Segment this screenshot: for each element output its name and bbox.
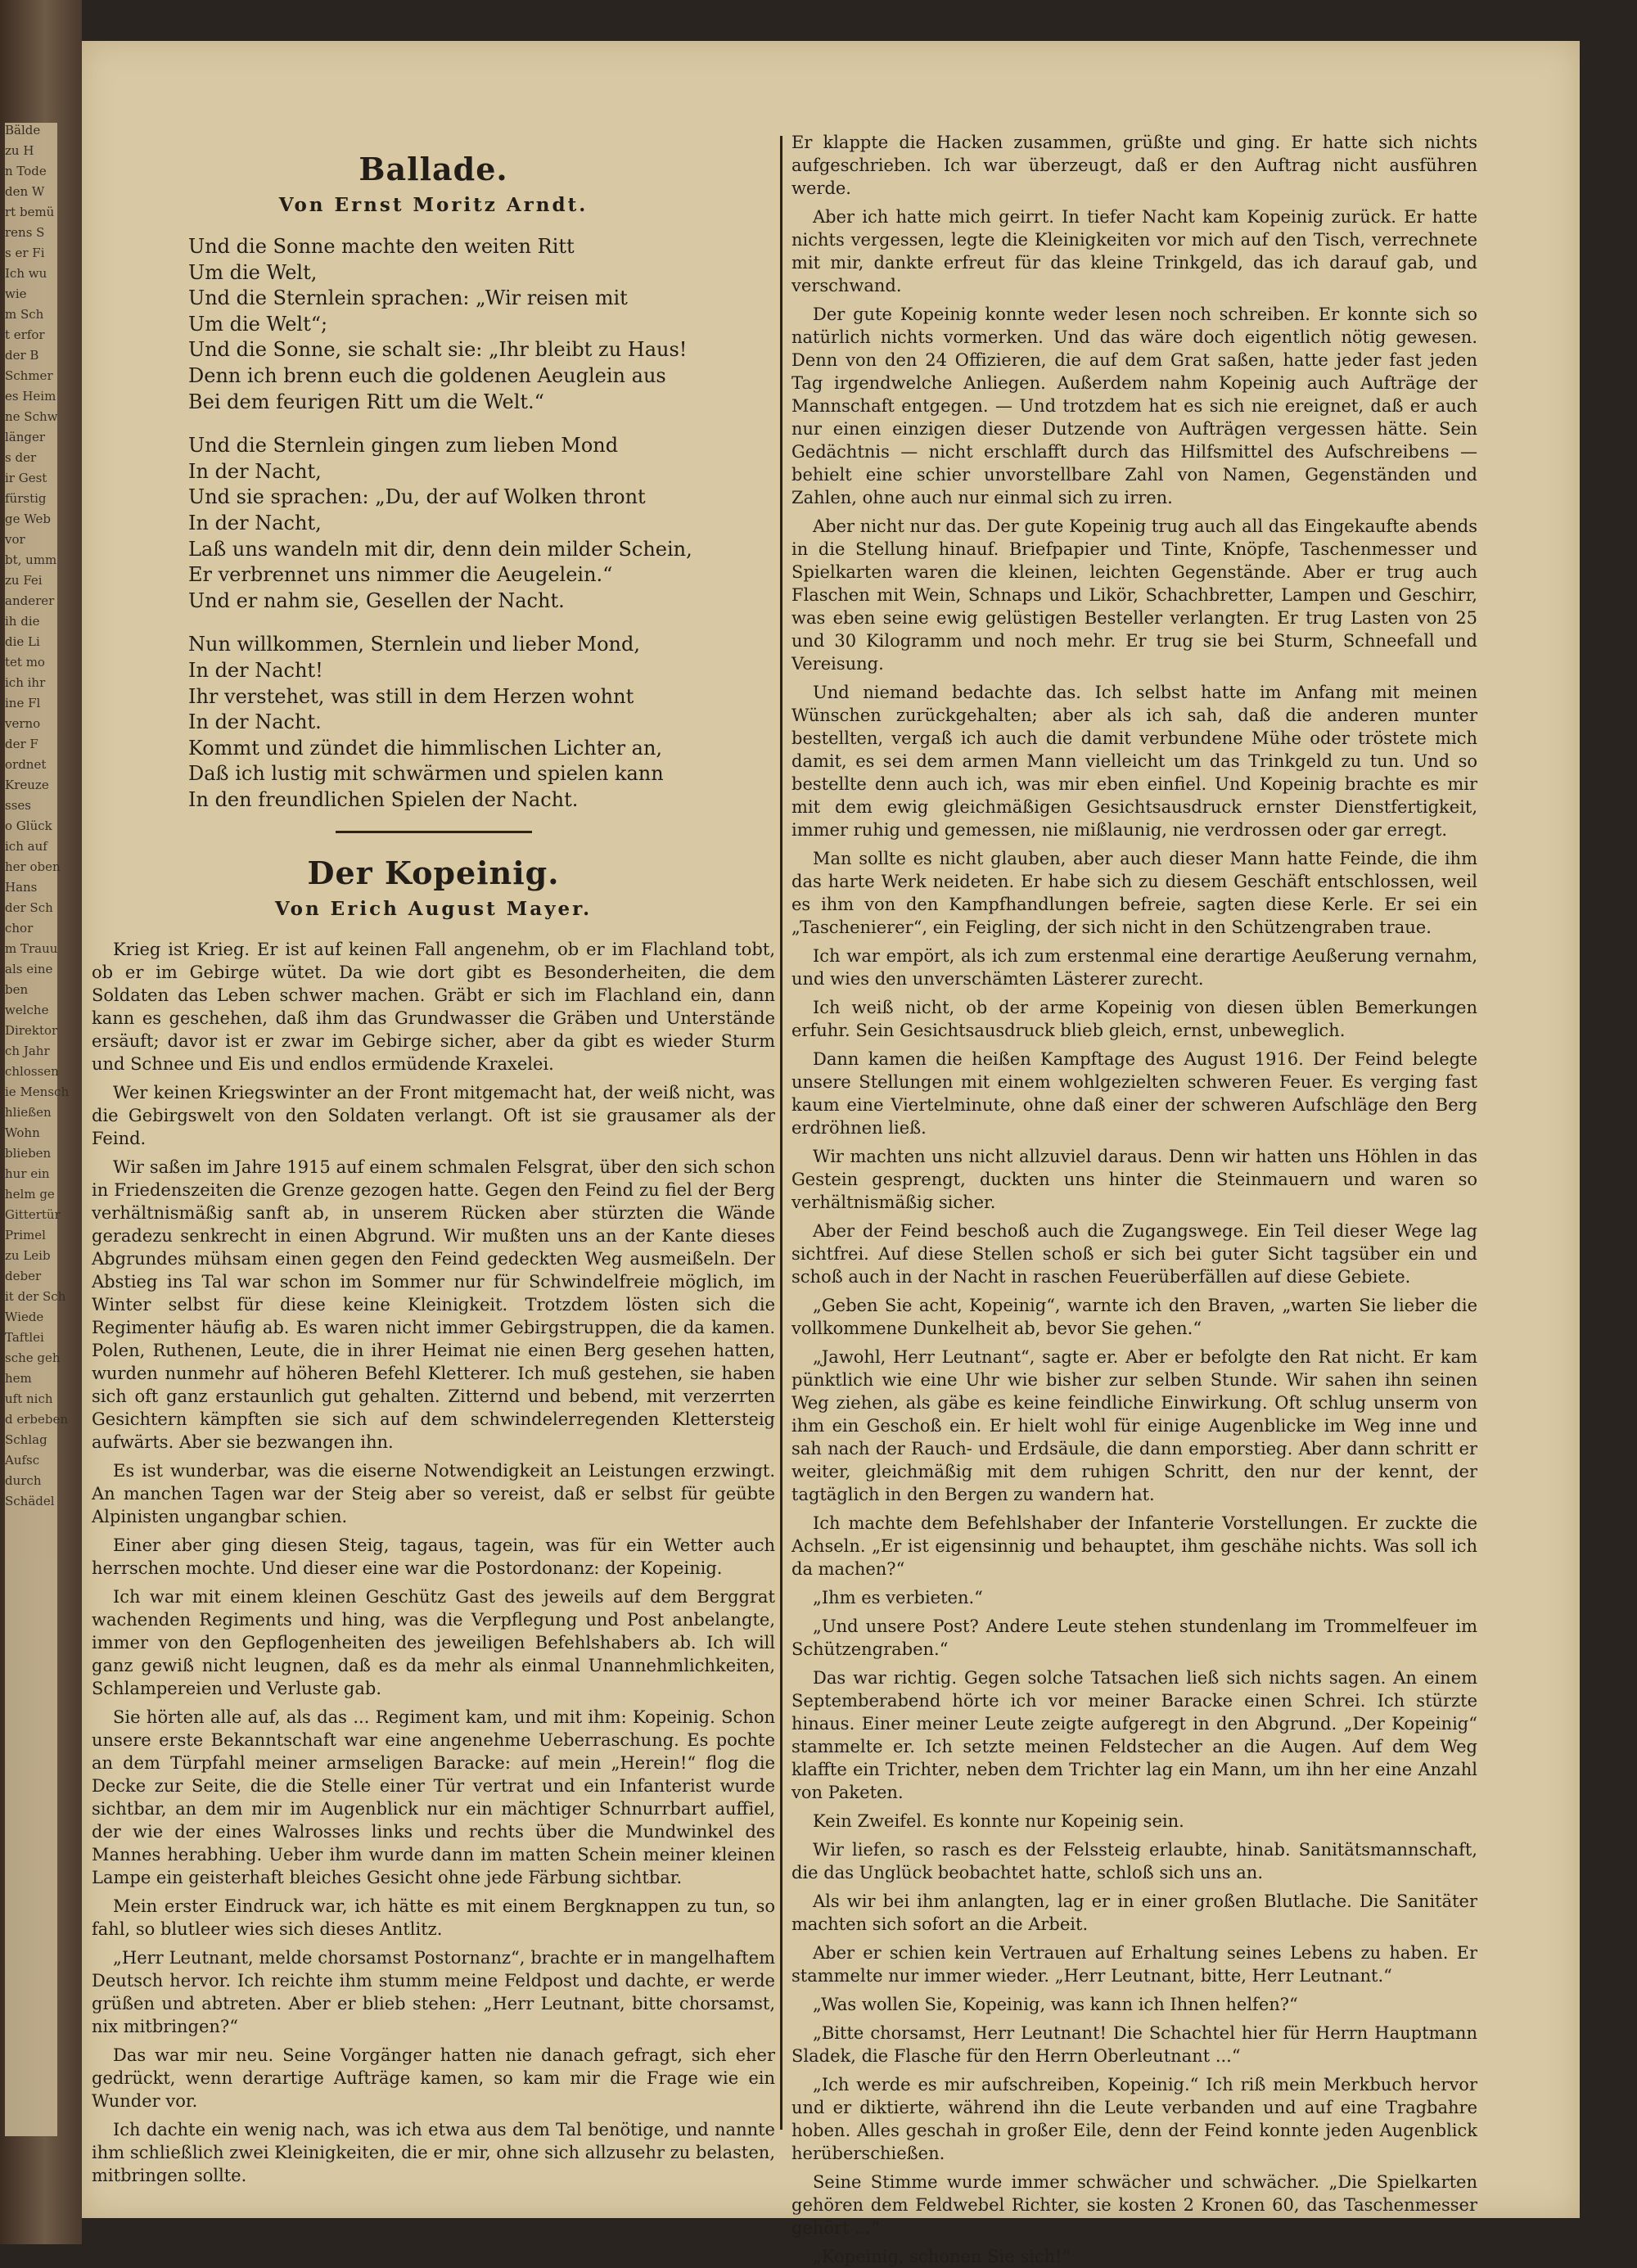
- spine-fragment: it der Sch: [5, 1289, 66, 1304]
- poem-line: Und die Sternlein sprachen: „Wir reisen mit: [188, 286, 628, 310]
- poem-line: Und die Sonne, sie schalt sie: „Ihr bleibt zu Haus!: [188, 338, 688, 362]
- spine-fragment: s der: [5, 450, 37, 465]
- spine-fragment: Ich wu: [5, 266, 47, 281]
- poem-line: Ihr verstehet, was still in dem Herzen wohnt: [188, 684, 634, 708]
- poem-line: Daß ich lustig mit schwärmen und spielen kann: [188, 762, 664, 786]
- spine-fragment: blieben: [5, 1146, 52, 1161]
- spine-fragment: s er Fi: [5, 246, 45, 260]
- spine-fragment: t erfor: [5, 327, 45, 342]
- story-paragraph: Aber nicht nur das. Der gute Kopeinig trug auch all das Eingekaufte abends in die Stellung hinauf. Briefpapier und Tinte, Knöpfe, Taschenmesser und Spielkarten waren die kleinen, leichten Gegenstände. Aber er trug auch Flaschen mit Wein, Schnaps und Likör, Schachbretter, Lampen und Geschirr, was eben seine ewig gelüstigen Besteller verlangten. Er trug Lasten von 25 und 30 Kilogramm und noch mehr. Er trug sie bei Sturm, Schneefall und Vereisung.: [791, 516, 1477, 674]
- spine-fragment: Wiede: [5, 1310, 44, 1324]
- spine-fragment: hur ein: [5, 1166, 50, 1181]
- spine-fragment: rt bemü: [5, 205, 55, 219]
- story-text-right: [791, 131, 1477, 2268]
- spine-fragment: chor: [5, 921, 34, 936]
- ballade-poem: [188, 234, 775, 813]
- spine-fragment: Taftlei: [5, 1330, 44, 1345]
- story-paragraph: Wir saßen im Jahre 1915 auf einem schmalen Felsgrat, über den sich schon in Friedenszeiten die Grenze gezogen hatte. Gegen den Feind zu fiel der Berg verhältnismäßig sanft ab, in unserem Rücken aber stürzten die Wände geradezu senkrecht in einen Abgrund. Wir mußten uns an der Kante dieses Abgrundes mühsam einen gegen den Feind gedeckten Weg ausmeißeln. Der Abstieg ins Tal war schon im Sommer nur für Schwindelfreie möglich, im Winter selbst für diese keine Kleinigkeit. Trotzdem lösten sich die Regimenter häufig ab. Es waren nicht immer Gebirgstruppen, die da kamen. Polen, Ruthenen, Leute, die in ihrer Heimat nie einen Berg gesehen hatten, wurden nunmehr auf höheren Befehl Kletterer. Ich muß gestehen, sie haben sich oft ganz erstaunlich gut gehalten. Zitternd und bebend, mit verzerrten Gesichtern kämpften sie sich auf dem schwindelerregenden Klettersteig aufwärts. Aber sie bezwangen ihn.: [92, 1157, 775, 1453]
- left-column: [92, 131, 775, 2194]
- poem-stanza: [188, 234, 775, 415]
- spine-fragment: vor: [5, 532, 25, 547]
- poem-line: Nun willkommen, Sternlein und lieber Mond,: [188, 633, 640, 656]
- spine-fragment: Hans: [5, 880, 38, 895]
- spine-fragment: anderer: [5, 593, 55, 608]
- spine-fragment: die Li: [5, 634, 40, 649]
- spine-fragment: ih die: [5, 614, 40, 629]
- poem-line: Und er nahm sie, Gesellen der Nacht.: [188, 588, 565, 612]
- spine-fragment: deber: [5, 1269, 42, 1283]
- spine-fragment: o Glück: [5, 818, 52, 833]
- spine-fragment: Schmer: [5, 368, 53, 383]
- spine-fragment: welche: [5, 1003, 49, 1017]
- poem-line: Bei dem feurigen Ritt um die Welt.“: [188, 390, 544, 413]
- story-paragraph: Und niemand bedachte das. Ich selbst hatte im Anfang mit meinen Wünschen zurückgehalten; aber als ich sah, daß die anderen munter bestellten, vergaß ich auch die damit verbundene Mühe oder tröstete mich damit, es sei dem armen Mann vielleicht um das Trinkgeld zu tun. Und so bestellte denn auch ich, was mir eben einfiel. Und Kopeinig brachte es mir mit dem ewig gleichmäßigen Gesichtsausdruck ernster Dienstfertigkeit, immer ruhig und gemessen, nie mißlaunig, nie verdrossen oder gar erregt.: [791, 683, 1477, 840]
- story-paragraph: Einer aber ging diesen Steig, tagaus, tagein, was für ein Wetter auch herrschen mochte. Und dieser eine war die Postordonanz: der Kopeinig.: [92, 1535, 775, 1579]
- spine-fragment: m Sch: [5, 307, 44, 322]
- poem-line: Und sie sprachen: „Du, der auf Wolken thront: [188, 485, 646, 509]
- poem-line: Denn ich brenn euch die goldenen Aeuglein aus: [188, 363, 666, 387]
- spine-fragment: verno: [5, 716, 41, 731]
- poem-line: In der Nacht,: [188, 511, 322, 534]
- story-paragraph: Sie hörten alle auf, als das ... Regiment kam, und mit ihm: Kopeinig. Schon unsere erste Bekanntschaft war eine angenehme Ueberraschung. Es pochte an dem Türpfahl meiner armseligen Baracke: auf mein „Herein!“ flog die Decke zur Seite, die die Stelle einer Tür vertrat und ein Infanterist wurde sichtbar, an dem mir im Augenblick nur ein mächtiger Schnurrbart auffiel, der wie der eines Walrosses links und rechts über die Mundwinkel des Mannes herabhing. Ueber ihm wurde dann im matten Schein meiner kleinen Lampe ein geisterhaft bleiches Gesicht ohne jede Färbung sichtbar.: [92, 1707, 775, 1888]
- story-paragraph: Ich war mit einem kleinen Geschütz Gast des jeweils auf dem Berggrat wachenden Regiments und hing, was die Verpflegung und Post anbelangte, immer von den Gepflogenheiten des jeweiligen Befehlshabers ab. Ich will ganz gewiß nicht leugnen, daß es da mehr als einmal Unannehmlichkeiten, Schlampereien und Verluste gab.: [92, 1587, 775, 1699]
- story-paragraph: Wir liefen, so rasch es der Felssteig erlaubte, hinab. Sanitätsmannschaft, die das Unglück beobachtet hatte, schloß sich uns an.: [791, 1840, 1477, 1882]
- poem-line: In den freundlichen Spielen der Nacht.: [188, 787, 579, 811]
- story-paragraph: „Ihm es verbieten.“: [813, 1588, 983, 1607]
- story-paragraph: Das war mir neu. Seine Vorgänger hatten nie danach gefragt, sich eher gedrückt, wenn derartige Aufträge kamen, so kam mir die Frage wie ein Wunder vor.: [92, 2045, 775, 2112]
- spine-fragment: Gittertür: [5, 1207, 61, 1222]
- spine-fragment: länger: [5, 430, 46, 444]
- spine-fragment: bt, umm: [5, 552, 57, 567]
- facing-page-fragment: [5, 123, 70, 2136]
- poem-line: In der Nacht.: [188, 710, 322, 734]
- ballade-title: Ballade.: [359, 151, 508, 187]
- spine-fragment: sses: [5, 798, 31, 813]
- story-paragraph: „Bitte chorsamst, Herr Leutnant! Die Schachtel hier für Herrn Hauptmann Sladek, die Flasche für den Herrn Oberleutnant ...“: [791, 2023, 1477, 2066]
- story-paragraph: Wir machten uns nicht allzuviel daraus. Denn wir hatten uns Höhlen in das Gestein gesprengt, duckten uns hinter die Steinmauern und waren so verhältnismäßig sicher.: [791, 1147, 1477, 1212]
- spine-fragment: ben: [5, 982, 29, 997]
- story-paragraph: Es ist wunderbar, was die eiserne Notwendigkeit an Leistungen erzwingt. An manchen Tagen war der Steig aber so vereist, daß er selbst für geübte Alpinisten ungangbar schien.: [92, 1461, 775, 1527]
- poem-line: Laß uns wandeln mit dir, denn dein milder Schein,: [188, 537, 692, 561]
- spine-fragment: ne Schw: [5, 409, 58, 424]
- spine-fragment: den W: [5, 184, 45, 199]
- poem-line: Um die Welt“;: [188, 312, 328, 336]
- poem-line: In der Nacht,: [188, 459, 322, 483]
- story-paragraph: „Geben Sie acht, Kopeinig“, warnte ich den Braven, „warten Sie lieber die vollkommene Dunkelheit ab, bevor Sie gehen.“: [791, 1296, 1477, 1338]
- story-paragraph: „Jawohl, Herr Leutnant“, sagte er. Aber er befolgte den Rat nicht. Er kam pünktlich wie eine Uhr wie bisher zur selben Stunde. Wir sahen ihn seinen Weg ziehen, als gäbe es keine feindliche Einwirkung. Oft schlug unserm von ihm ein Geschoß ein. Er hielt wohl für einige Augenblicke im Weg inne und sah nach der Rauch- und Erdsäule, die dann emporstieg. Aber dann schritt er weiter, gleichmäßig mit dem ruhigen Schritt, den nur der kennt, der tagtäglich in den Bergen zu wandern hat.: [791, 1347, 1477, 1504]
- story-paragraph: Aber ich hatte mich geirrt. In tiefer Nacht kam Kopeinig zurück. Er hatte nichts vergessen, legte die Kleinigkeiten vor mich auf den Tisch, verrechnete mit mir, dankte erfreut für das kleine Trinkgeld, das ich darauf gab, und verschwand.: [791, 207, 1477, 295]
- spine-fragment: Bälde: [5, 123, 41, 138]
- spine-fragment: zu Fei: [5, 573, 43, 588]
- spine-fragment: hließen: [5, 1105, 52, 1120]
- spine-fragment: zu Leib: [5, 1248, 51, 1263]
- story-paragraph: „Was wollen Sie, Kopeinig, was kann ich Ihnen helfen?“: [813, 1995, 1298, 2014]
- spine-fragment: Wohn: [5, 1125, 40, 1140]
- poem-stanza: [188, 433, 775, 614]
- spine-fragment: hem: [5, 1371, 32, 1386]
- spine-fragment: her oben: [5, 859, 61, 874]
- poem-line: In der Nacht!: [188, 658, 323, 682]
- story-paragraph: Wer keinen Kriegswinter an der Front mitgemacht hat, der weiß nicht, was die Gebirgswelt von den Soldaten verlangt. Oft ist sie grausamer als der Feind.: [92, 1083, 775, 1149]
- spine-fragment: sche geh: [5, 1350, 61, 1365]
- story-paragraph: „Herr Leutnant, melde chorsamst Postornanz“, brachte er in mangelhaftem Deutsch hervor. Ich reichte ihm stumm meine Feldpost und dachte, er werde grüßen und abtreten. Aber er blieb stehen: „Herr Leutnant, bitte chorsamst, nix mitbringen?“: [92, 1948, 775, 2037]
- story-paragraph: Er klappte die Hacken zusammen, grüßte und ging. Er hatte sich nichts aufgeschrieben. Ich war überzeugt, daß er den Auftrag nicht ausführen werde.: [791, 133, 1477, 198]
- story-paragraph: Aber der Feind beschoß auch die Zugangswege. Ein Teil dieser Wege lag sichtfrei. Auf diese Stellen schoß er sich bei guter Sicht tagsüber ein und schoß auch in der Nacht in raschen Feuerüberfällen auf diese Gebiete.: [791, 1221, 1477, 1287]
- spine-fragment: ir Gest: [5, 471, 47, 485]
- spine-fragment: als eine: [5, 962, 53, 976]
- story-title: Der Kopeinig.: [307, 854, 560, 892]
- spine-fragment: Primel: [5, 1228, 46, 1242]
- spine-fragment: chlossen: [5, 1064, 59, 1079]
- poem-stanza: [188, 632, 775, 813]
- story-paragraph: Mein erster Eindruck war, ich hätte es mit einem Bergknappen zu tun, so fahl, so blutleer wies sich dieses Antlitz.: [92, 1896, 775, 1940]
- ballade-author: Von Ernst Moritz Arndt.: [278, 194, 589, 216]
- poem-line: Kommt und zündet die himmlischen Lichter an,: [188, 736, 663, 760]
- story-paragraph: Ich dachte ein wenig nach, was ich etwa aus dem Tal benötige, und nannte ihm schließlich zwei Kleinigkeiten, die er mir, ohne sich allzusehr zu belasten, mitbringen sollte.: [92, 2120, 775, 2186]
- spine-fragment: d erbeben: [5, 1412, 69, 1427]
- story-paragraph: Ich machte dem Befehlshaber der Infanterie Vorstellungen. Er zuckte die Achseln. „Er ist eigensinnig und behauptet, ihm geschähe nichts. Was soll ich da machen?“: [791, 1513, 1477, 1579]
- story-paragraph: „Und unsere Post? Andere Leute stehen stundenlang im Trommelfeuer im Schützengraben.“: [791, 1616, 1477, 1659]
- spine-fragment: uft nich: [5, 1391, 53, 1406]
- spine-fragment: helm ge: [5, 1187, 55, 1202]
- spine-fragment: Kreuze: [5, 778, 49, 792]
- spine-fragment: Schlag: [5, 1432, 47, 1447]
- spine-fragment: tet mo: [5, 655, 45, 670]
- story-paragraph: „Ich werde es mir aufschreiben, Kopeinig.“ Ich riß mein Merkbuch hervor und er diktierte, während ihn die Leute verbanden und auf eine Tragbahre hoben. Alles geschah in großer Eile, denn der Feind konnte jeden Augenblick herüberschießen.: [791, 2075, 1477, 2163]
- story-paragraph: Aber er schien kein Vertrauen auf Erhaltung seines Lebens zu haben. Er stammelte nur immer wieder. „Herr Leutnant, bitte, Herr Leutnant.“: [791, 1943, 1477, 1986]
- poem-line: Um die Welt,: [188, 260, 318, 284]
- spine-fragment: durch: [5, 1473, 42, 1488]
- spine-fragment: der Sch: [5, 900, 53, 915]
- spine-fragment: fürstig: [5, 491, 47, 506]
- spine-fragment: Schädel: [5, 1494, 55, 1508]
- spine-fragment: der F: [5, 737, 38, 751]
- poem-line: Und die Sonne machte den weiten Ritt: [188, 235, 575, 258]
- story-paragraph: Der gute Kopeinig konnte weder lesen noch schreiben. Er konnte sich so natürlich nichts vormerken. Und das wäre doch eigentlich nötig gewesen. Denn von den 24 Offizieren, die auf dem Grat saßen, hatte jeder fast jeden Tag irgendwelche Anliegen. Außerdem nahm Kopeinig auch Aufträge der Mannschaft entgegen. — Und trotzdem hat es sich nie ereignet, daß er auch nur einen einzigen dieser Dutzende von Aufträgen vergessen hätte. Sein Gedächtnis — nicht erschlafft durch das Hilfsmittel des Aufschreibens — behielt eine schier unvorstellbare Zahl von Namen, Gegenständen und Zahlen, ohne auch nur einmal sich zu irren.: [791, 304, 1477, 507]
- book-spine: [0, 0, 82, 2244]
- spine-fragment: m Trauu: [5, 941, 58, 956]
- spine-fragment: der B: [5, 348, 39, 363]
- story-paragraph: Als wir bei ihm anlangten, lag er in einer großen Blutlache. Die Sanitäter machten sich sofort an die Arbeit.: [791, 1892, 1477, 1934]
- story-paragraph: Ich weiß nicht, ob der arme Kopeinig von diesen üblen Bemerkungen erfuhr. Sein Gesichtsausdruck blieb gleich, ernst, unbeweglich.: [791, 998, 1477, 1040]
- poem-line: Er verbrennet uns nimmer die Aeugelein.“: [188, 563, 613, 587]
- spine-fragment: ich auf: [5, 839, 47, 854]
- story-author: Von Erich August Mayer.: [274, 898, 593, 921]
- spine-fragment: Direktor: [5, 1023, 58, 1038]
- spine-fragment: Aufsc: [5, 1453, 40, 1468]
- story-paragraph: Krieg ist Krieg. Er ist auf keinen Fall angenehm, ob er im Flachland tobt, ob er im Gebirge wütet. Da wie dort gibt es Besonderheiten, die dem Soldaten das Leben schwer machen. Gräbt er sich im Flachland ein, dann kann es geschehen, daß ihm das Grundwasser die Gräben und Unterstände ersäuft; davor ist er zwar im Gebirge sicher, aber da gibt es wieder Sturm und Schnee und Eis und endlos ermüdende Kraxelei.: [92, 940, 775, 1075]
- newspaper-page: [82, 41, 1580, 2266]
- story-paragraph: „Kopeinig, schonen Sie sich!“: [813, 2247, 1071, 2266]
- story-paragraph: Ich war empört, als ich zum erstenmal eine derartige Aeußerung vernahm, und wies den unverschämten Lästerer zurecht.: [791, 946, 1477, 989]
- spine-fragment: ge Web: [5, 512, 51, 526]
- story-paragraph: Das war richtig. Gegen solche Tatsachen ließ sich nichts sagen. An einem Septemberabend hörte ich vor meiner Baracke einen Schrei. Ich stürzte hinaus. Einer meiner Leute zeigte aufgeregt in den Abgrund. „Der Kopeinig“ stammelte er. Ich setzte meinen Feldstecher an die Augen. Auf dem Weg klaffte ein Trichter, neben dem Trichter lag ein Mann, um ihn her eine Anzahl von Paketen.: [791, 1668, 1477, 1802]
- spine-fragment: zu H: [5, 143, 34, 158]
- spine-fragment: wie: [5, 286, 27, 301]
- spine-fragment: rens S: [5, 225, 45, 240]
- spine-fragment: ie Mensch: [5, 1084, 70, 1099]
- poem-line: Und die Sternlein gingen zum lieben Mond: [188, 434, 619, 458]
- column-divider: [780, 136, 782, 2130]
- spine-fragment: es Heim: [5, 389, 56, 404]
- story-paragraph: Kein Zweifel. Es konnte nur Kopeinig sein.: [813, 1811, 1184, 1831]
- story-paragraph: Seine Stimme wurde immer schwächer und schwächer. „Die Spielkarten gehören dem Feldwebel Richter, sie kosten 2 Kronen 60, das Taschenmesser gehört ...“: [791, 2172, 1477, 2238]
- spine-fragment: ich ihr: [5, 675, 46, 690]
- spine-fragment: ch Jahr: [5, 1044, 50, 1058]
- spine-fragment: ordnet: [5, 757, 47, 772]
- spine-fragment: n Tode: [5, 164, 47, 178]
- story-paragraph: Man sollte es nicht glauben, aber auch dieser Mann hatte Feinde, die ihm das harte Werk neideten. Er habe sich zu diesem Geschäft entschlossen, weil es ihm von den Kampfhandlungen befreie, sagten diese Kerle. Er sei ein „Taschenierer“, ein Feigling, der sich nicht in den Schützengraben traue.: [791, 849, 1477, 937]
- story-text-left: [92, 938, 775, 2187]
- section-divider: [336, 831, 532, 833]
- story-paragraph: Dann kamen die heißen Kampftage des August 1916. Der Feind belegte unsere Stellungen mit einem wohlgezielten schweren Feuer. Es verging fast kaum eine Viertelminute, ohne daß einer der schweren Aufschläge den Berg erdröhnen ließ.: [791, 1049, 1477, 1138]
- right-column: [791, 131, 1477, 2266]
- spine-fragment: ine Fl: [5, 696, 41, 710]
